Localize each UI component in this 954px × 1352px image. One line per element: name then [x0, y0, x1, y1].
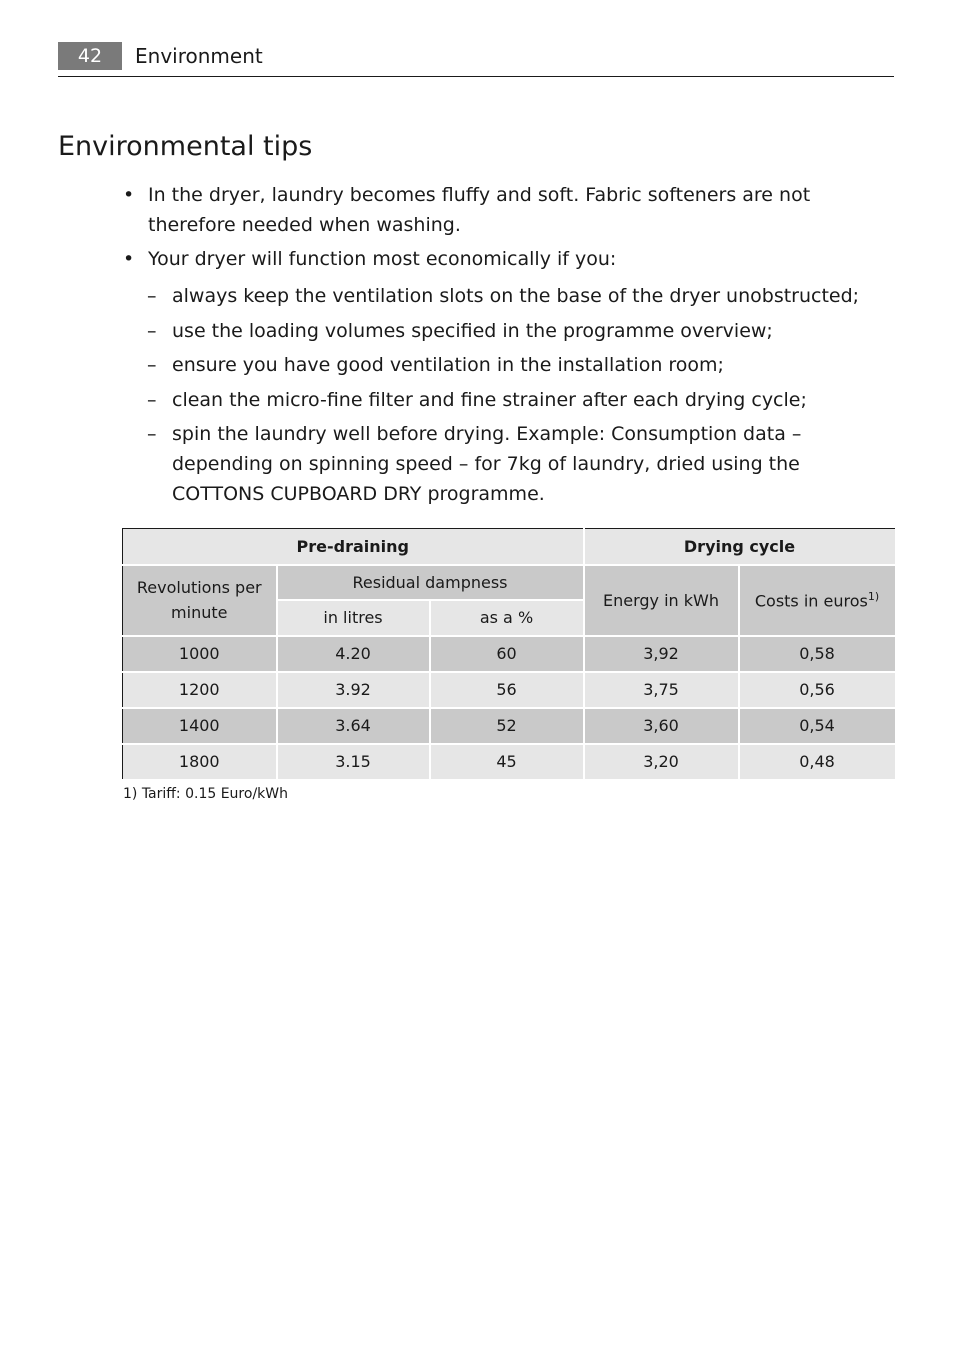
in-litres-header: in litres: [277, 600, 430, 636]
residual-dampness-header: Residual dampness: [277, 565, 584, 600]
percent-cell: 45: [430, 744, 584, 780]
sub-list-item-text: spin the laundry well before drying. Example: Consumption data – depending on spinning speed – for 7kg of laundry, dried using the COTTONS CUPBOARD DRY programme.: [172, 423, 802, 505]
table-row: [123, 708, 896, 744]
dash-mark: –: [147, 320, 157, 342]
litres-cell: 4.20: [277, 636, 430, 672]
costs-header: [739, 565, 896, 636]
rpm-cell: 1400: [123, 708, 277, 744]
dash-mark: –: [147, 354, 157, 376]
pre-draining-header: Pre-draining: [123, 529, 584, 565]
costs-cell: 0,58: [739, 636, 896, 672]
rpm-cell: 1200: [123, 672, 277, 708]
litres-cell: 3.92: [277, 672, 430, 708]
sub-list-item-text: ensure you have good ventilation in the installation room;: [172, 354, 724, 376]
percent-cell: 52: [430, 708, 584, 744]
drying-cycle-header: Drying cycle: [584, 529, 896, 565]
sub-list-item-text: always keep the ventilation slots on the base of the dryer unobstructed;: [172, 285, 860, 307]
page-number: 42: [58, 42, 122, 70]
table-row: [123, 636, 896, 672]
litres-cell: 3.64: [277, 708, 430, 744]
energy-cell: 3,60: [584, 708, 739, 744]
energy-cell: 3,75: [584, 672, 739, 708]
consumption-table: [122, 528, 897, 781]
table-footnote: 1) Tariff: 0.15 Euro/kWh: [123, 786, 288, 802]
page-header: [58, 41, 894, 77]
bullet-mark: •: [123, 184, 135, 206]
dash-mark: –: [147, 389, 157, 411]
costs-cell: 0,56: [739, 672, 896, 708]
sub-list-item-text: clean the micro-fine filter and fine strainer after each drying cycle;: [172, 389, 807, 411]
costs-footnote-mark: 1): [867, 589, 880, 603]
costs-cell: 0,54: [739, 708, 896, 744]
revolutions-header: Revolutions per minute: [123, 565, 277, 636]
dash-mark: –: [147, 423, 157, 445]
energy-header: Energy in kWh: [584, 565, 739, 636]
energy-cell: 3,20: [584, 744, 739, 780]
as-percent-header: as a %: [430, 600, 584, 636]
rpm-cell: 1800: [123, 744, 277, 780]
costs-header-label: Costs in euros: [754, 591, 868, 611]
list-item-text: Your dryer will function most economically if you:: [148, 248, 617, 270]
percent-cell: 60: [430, 636, 584, 672]
rpm-cell: 1000: [123, 636, 277, 672]
table-row: [123, 672, 896, 708]
bullet-mark: •: [123, 248, 135, 270]
section-name: Environment: [135, 44, 263, 68]
list-item-text: In the dryer, laundry becomes fluffy and soft. Fabric softeners are not therefore needed when washing.: [148, 184, 811, 236]
percent-cell: 56: [430, 672, 584, 708]
sub-list-item-text: use the loading volumes specified in the programme overview;: [172, 320, 773, 342]
litres-cell: 3.15: [277, 744, 430, 780]
costs-cell: 0,48: [739, 744, 896, 780]
energy-cell: 3,92: [584, 636, 739, 672]
dash-mark: –: [147, 285, 157, 307]
page-title: Environmental tips: [58, 131, 313, 162]
table-row: [123, 744, 896, 780]
